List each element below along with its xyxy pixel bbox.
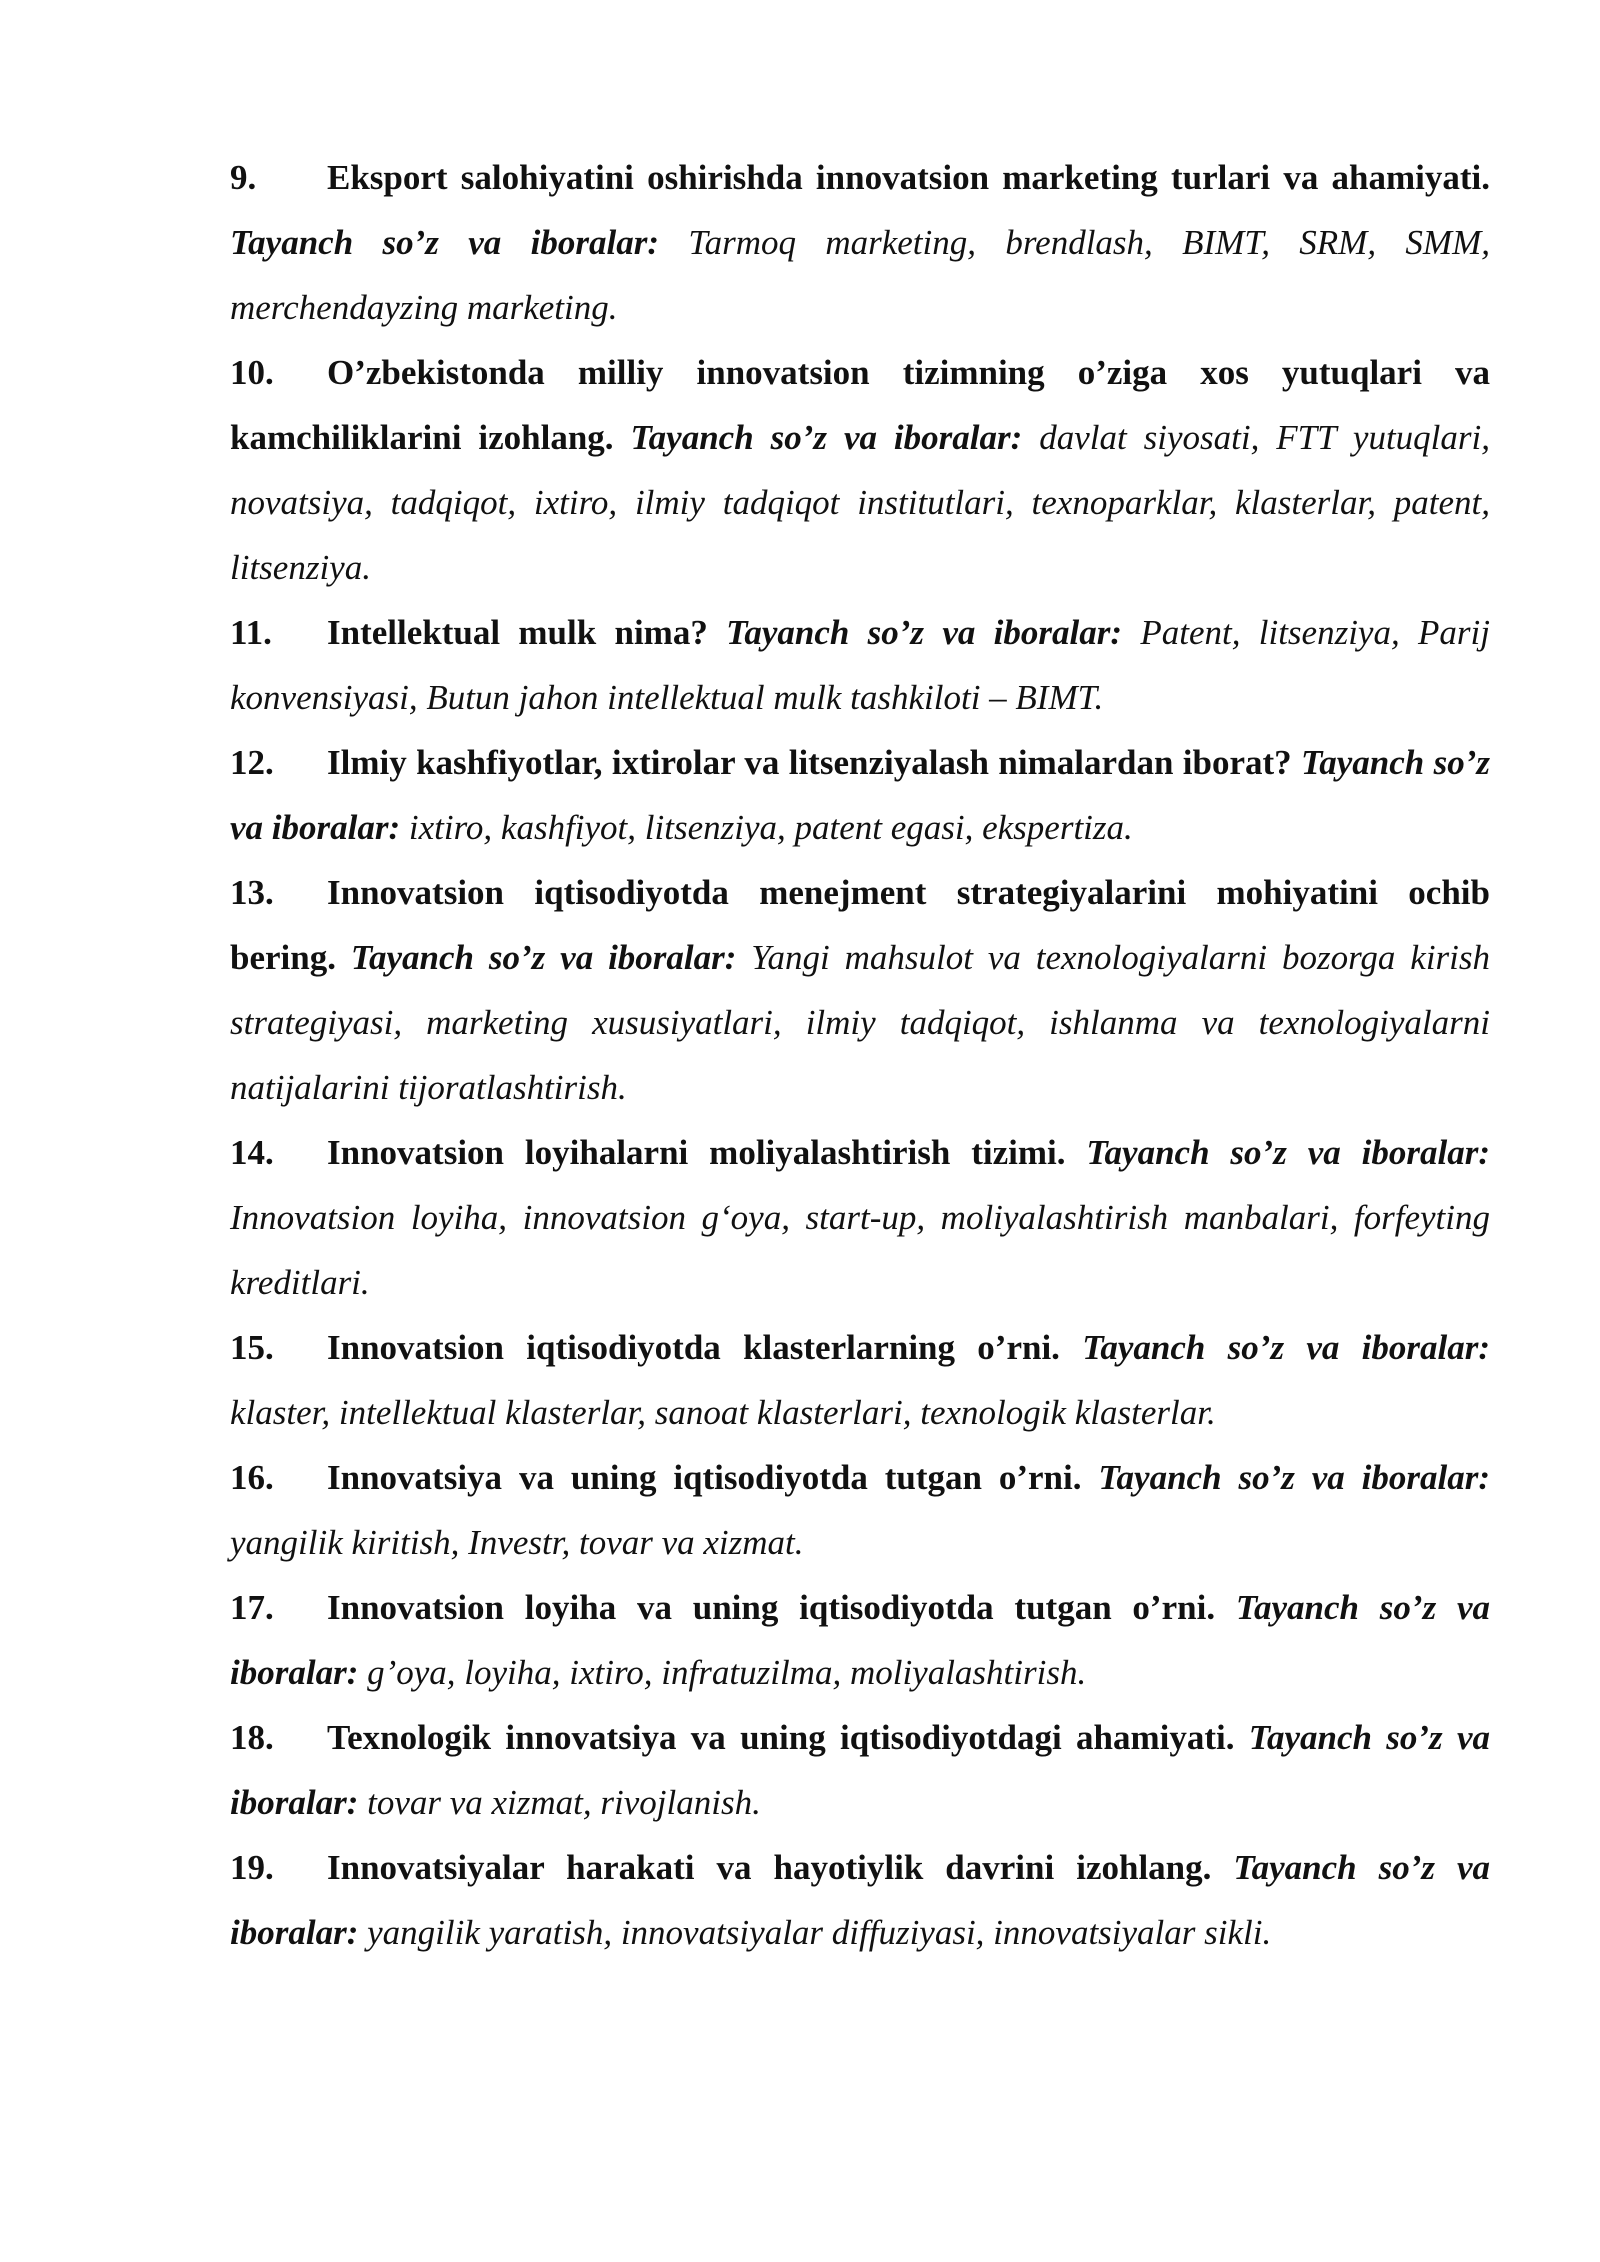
item-number: 17. bbox=[230, 1588, 274, 1627]
question-item-13 bbox=[230, 860, 1490, 1120]
item-question: Innovatsiyalar harakati va hayotiylik davrini izohlang. bbox=[327, 1848, 1212, 1887]
keywords-label: Tayanch so’z va iboralar: bbox=[1098, 1458, 1490, 1497]
item-keywords: klaster, intellektual klasterlar, sanoat klasterlari, texnologik klasterlar. bbox=[230, 1393, 1216, 1432]
item-keywords: ixtiro, kashfiyot, litsenziya, patent egasi, ekspertiza. bbox=[408, 808, 1133, 847]
item-question: Ilmiy kashfiyotlar, ixtirolar va litsenziyalash nimalardan iborat? bbox=[327, 743, 1292, 782]
question-item-12 bbox=[230, 730, 1490, 860]
keywords-label: Tayanch so’z va iboralar: bbox=[230, 743, 1490, 847]
keywords-label: Tayanch so’z va iboralar: bbox=[1082, 1328, 1490, 1367]
item-number: 15. bbox=[230, 1328, 274, 1367]
question-item-18 bbox=[230, 1705, 1490, 1835]
keywords-label: Tayanch so’z va iboralar: bbox=[230, 1588, 1491, 1692]
item-question: Texnologik innovatsiya va uning iqtisodiyotdagi ahamiyati. bbox=[327, 1718, 1235, 1757]
item-keywords: yangilik kiritish, Investr, tovar va xizmat. bbox=[230, 1523, 804, 1562]
item-keywords: Tarmoq marketing, brendlash, BIMT, SRM, SMM, merchendayzing marketing. bbox=[230, 223, 1490, 327]
item-question: Innovatsion loyiha va uning iqtisodiyotda tutgan o’rni. bbox=[327, 1588, 1216, 1627]
keywords-label: Tayanch so’z va iboralar: bbox=[350, 938, 737, 977]
item-question: Innovatsion iqtisodiyotda klasterlarning o’rni. bbox=[327, 1328, 1060, 1367]
item-question: Innovatsion iqtisodiyotda menejment strategiyalarini mohiyatini ochib bering. bbox=[230, 873, 1490, 977]
question-item-15 bbox=[230, 1315, 1490, 1445]
item-keywords: g’oya, loyiha, ixtiro, infratuzilma, moliyalashtirish. bbox=[367, 1653, 1087, 1692]
item-keywords: tovar va xizmat, rivojlanish. bbox=[367, 1783, 761, 1822]
item-keywords: davlat siyosati, FTT yutuqlari, novatsiya, tadqiqot, ixtiro, ilmiy tadqiqot institutlari, texnoparklar, klasterlar, patent, litsenziya. bbox=[230, 418, 1491, 587]
question-item-17 bbox=[230, 1575, 1490, 1705]
item-question: Intellektual mulk nima? bbox=[327, 613, 708, 652]
item-number: 9. bbox=[230, 158, 257, 197]
item-question: Innovatsion loyihalarni moliyalashtirish tizimi. bbox=[327, 1133, 1066, 1172]
question-item-16 bbox=[230, 1445, 1490, 1575]
keywords-label: Tayanch so’z va iboralar: bbox=[726, 613, 1123, 652]
keywords-label: Tayanch so’z va iboralar: bbox=[230, 1848, 1491, 1952]
question-item-9 bbox=[230, 145, 1490, 340]
item-keywords: Innovatsion loyiha, innovatsion g‘oya, start-up, moliyalashtirish manbalari, forfeyting kreditlari. bbox=[230, 1198, 1490, 1302]
item-keywords: Yangi mahsulot va texnologiyalarni bozorga kirish strategiyasi, marketing xususiyatlari, ilmiy tadqiqot, ishlanma va texnologiyalarni natijalarini tijoratlashtirish. bbox=[230, 938, 1491, 1107]
item-number: 16. bbox=[230, 1458, 274, 1497]
item-number: 11. bbox=[230, 613, 272, 652]
document-page bbox=[230, 145, 1490, 1965]
item-question: Eksport salohiyatini oshirishda innovatsion marketing turlari va ahamiyati. bbox=[327, 158, 1490, 197]
question-item-19 bbox=[230, 1835, 1490, 1965]
item-number: 18. bbox=[230, 1718, 274, 1757]
item-number: 12. bbox=[230, 743, 274, 782]
item-keywords: Patent, litsenziya, Parij konvensiyasi, Butun jahon intellektual mulk tashkiloti – BIMT. bbox=[230, 613, 1490, 717]
keywords-label: Tayanch so’z va iboralar: bbox=[630, 418, 1023, 457]
item-question: Innovatsiya va uning iqtisodiyotda tutgan o’rni. bbox=[327, 1458, 1082, 1497]
item-number: 14. bbox=[230, 1133, 274, 1172]
question-item-11 bbox=[230, 600, 1490, 730]
keywords-label: Tayanch so’z va iboralar: bbox=[1086, 1133, 1490, 1172]
item-number: 19. bbox=[230, 1848, 274, 1887]
keywords-label: Tayanch so’z va iboralar: bbox=[230, 1718, 1490, 1822]
item-keywords: yangilik yaratish, innovatsiyalar diffuziyasi, innovatsiyalar sikli. bbox=[367, 1913, 1272, 1952]
keywords-label: Tayanch so’z va iboralar: bbox=[230, 223, 659, 262]
item-number: 10. bbox=[230, 353, 274, 392]
question-item-14 bbox=[230, 1120, 1490, 1315]
item-number: 13. bbox=[230, 873, 274, 912]
item-question: O’zbekistonda milliy innovatsion tizimning o’ziga xos yutuqlari va kamchiliklarini izohlang. bbox=[230, 353, 1490, 457]
question-item-10 bbox=[230, 340, 1490, 600]
